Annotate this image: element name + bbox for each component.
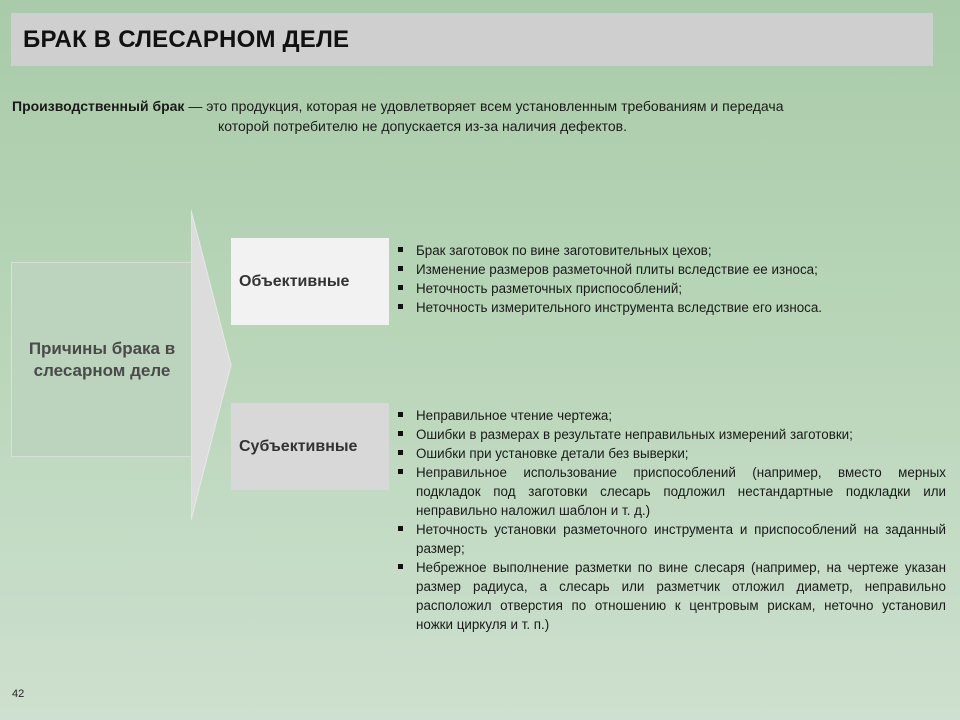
definition [12,96,930,136]
bullet-icon [398,304,403,309]
objective-list [396,241,946,317]
cause-label-line1: Причины брака в [28,338,176,358]
bullet-icon [398,431,403,436]
category-subjective [231,403,389,490]
list-item: Неточность установки разметочного инструмента и приспособлений на заданный размер; [396,520,946,558]
bullet-icon [398,285,403,290]
list-item: Ошибки при установке детали без выверки; [396,444,946,463]
subjective-list [396,406,946,634]
bullet-icon [398,247,403,252]
title-bar [11,13,933,66]
list-item: Неправильное чтение чертежа; [396,406,946,425]
definition-term: Производственный брак [12,98,185,114]
list-item: Изменение размеров разметочной плиты вследствие ее износа; [396,260,946,279]
list-item: Ошибки в размерах в результате неправильных измерений заготовки; [396,425,946,444]
list-item: Неточность измерительного инструмента вследствие его износа. [396,298,946,317]
slide-title: БРАК В СЛЕСАРНОМ ДЕЛЕ [23,25,350,53]
list-item: Небрежное выполнение разметки по вине слесаря (например, на чертеже указан размер радиуса, а слесарь или разметчик отложил диаметр, неправильно расположил отверстия по отношению к центровым рискам, неточно установил ножки циркуля и т. п.) [396,558,946,634]
cause-label-line2: слесарном деле [33,360,171,380]
bullet-icon [398,450,403,455]
definition-text-line1: — это продукция, которая не удовлетворяет всем установленным требованиям и передача [184,98,784,114]
slide-number: 42 [12,688,25,700]
definition-text-line2: которой потребителю не допускается из-за наличия дефектов. [218,118,627,134]
category-objective-label: Объективные [239,272,350,290]
bullet-icon [398,526,403,531]
bullet-icon [398,412,403,417]
cause-box [11,262,193,457]
list-item: Неправильное использование приспособлений (например, вместо мерных подкладок под заготовки слесарь подложил нестандартные подкладки или неправильно наложил шаблон и т. д.) [396,463,946,520]
list-item: Брак заготовок по вине заготовительных цехов; [396,241,946,260]
bullet-icon [398,469,403,474]
chevron-arrow-icon [191,210,233,520]
category-subjective-label: Субъективные [239,437,358,455]
list-item: Неточность разметочных приспособлений; [396,279,946,298]
category-objective [231,238,389,325]
bullet-icon [398,266,403,271]
cause-label [29,338,175,382]
bullet-icon [398,564,403,569]
